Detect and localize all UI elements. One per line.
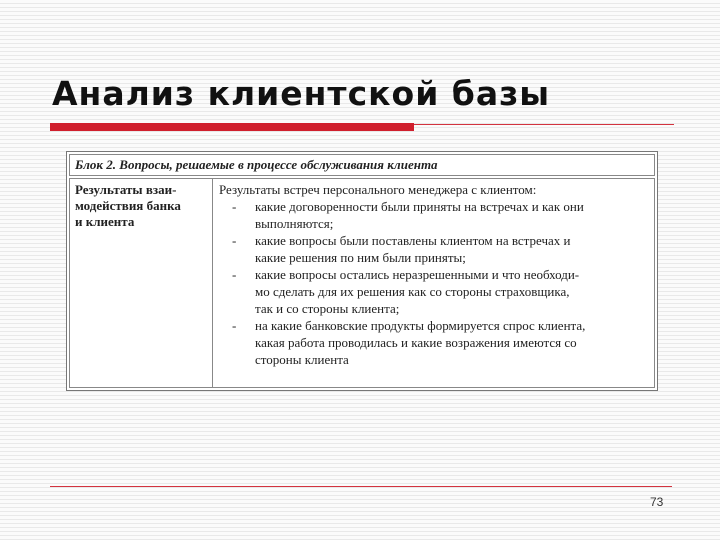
row-content-cell: [212, 178, 655, 388]
list-item-line: выполняются;: [255, 216, 334, 231]
list-item-line: какая работа проводилась и какие возражения имеются со: [255, 335, 577, 350]
row-label-line: модействия банка: [75, 198, 181, 213]
list-item-line: какие договоренности были приняты на встречах и как они: [255, 199, 584, 214]
list-item: [219, 266, 648, 317]
row-label-line: и клиента: [75, 214, 135, 229]
list-item-line: какие вопросы остались неразрешенными и что необходи-: [255, 267, 580, 282]
list-item-line: на какие банковские продукты формируется спрос клиента,: [255, 318, 586, 333]
page-number: 73: [650, 495, 664, 509]
content-intro: Результаты встреч персонального менеджера с клиентом:: [219, 182, 537, 197]
list-item-line: так и со стороны клиента;: [255, 301, 400, 316]
content-table: [66, 151, 658, 391]
list-item-line: какие вопросы были поставлены клиентом на встречах и: [255, 233, 571, 248]
list-item: [219, 232, 648, 266]
list-item: [219, 198, 648, 232]
list-item-line: стороны клиента: [255, 352, 349, 367]
row-label-cell: [69, 178, 212, 388]
slide-title: Анализ клиентской базы: [52, 74, 551, 113]
list-item: [219, 317, 648, 368]
list-marker: -: [232, 267, 237, 282]
row-label-line: Результаты взаи-: [75, 182, 177, 197]
list-item-line: какие решения по ним были приняты;: [255, 250, 466, 265]
title-underline-rule: [414, 124, 674, 125]
list-marker: -: [232, 233, 237, 248]
block-title: Блок 2. Вопросы, решаемые в процессе обслуживания клиента: [69, 154, 655, 176]
footer-rule: [50, 486, 672, 487]
title-underline-accent: [50, 123, 414, 131]
list-marker: -: [232, 318, 237, 333]
list-item-line: мо сделать для их решения как со стороны страховщика,: [255, 284, 570, 299]
list-marker: -: [232, 199, 237, 214]
content-list: [219, 198, 648, 368]
